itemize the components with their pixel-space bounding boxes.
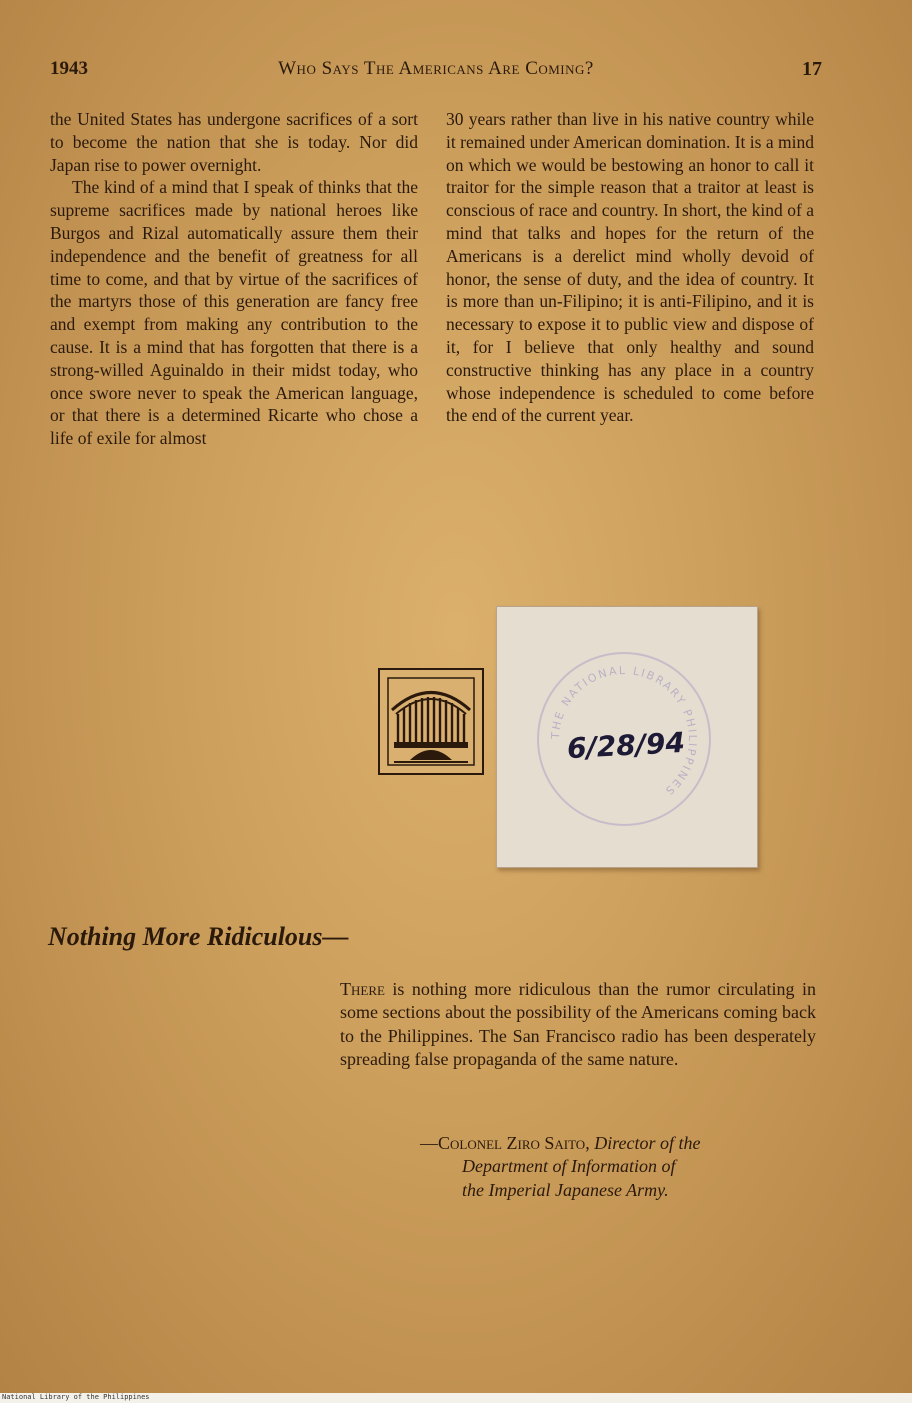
seal-text: THE NATIONAL LIBRARY PHILIPPINES xyxy=(548,663,700,799)
paragraph: 30 years rather than live in his native country while it remained under American domination. It is a mind on which we would be bestowing an honor to call it traitor for the simple reason that a traitor at least is conscious of race and country. In short, the kind of a mind that talks and hopes for the return of the Americans is a derelict mind wholly devoid of honor, the sense of duty, and the idea of country. It is more than un-Filipino; it is anti-Filipino, and it is necessary to expose it to public view and dispose of it, for I believe that only healthy and sound constructive thinking has any place in a country whose independence is scheduled to come before the end of the current year. xyxy=(446,109,814,426)
section-title: Nothing More Ridiculous— xyxy=(48,922,349,951)
attribution xyxy=(420,1132,820,1202)
quote-lead: There xyxy=(340,979,385,999)
paragraph: the United States has undergone sacrifices of a sort to become the nation that she is today. Nor did Japan rise to power overnight. xyxy=(50,109,418,175)
attribution-role: Department of Information of xyxy=(462,1156,676,1177)
footer-credit: National Library of the Philippines xyxy=(2,1393,150,1401)
attribution-name: —Colonel Ziro Saito, xyxy=(420,1133,590,1153)
footer-bar xyxy=(0,1393,912,1403)
left-column xyxy=(50,108,418,450)
stamp-date: 6/28/94 xyxy=(566,725,686,766)
gate-emblem-icon xyxy=(378,668,484,775)
paragraph: The kind of a mind that I speak of thinks that the supreme sacrifices made by national heroes like Burgos and Rizal automatically assure them their independence and the benefit of greatness for all time to come, and that by virtue of the sacrifices of the martyrs those of this generation are fancy free and exempt from making any contribution to the cause. It is a mind that has forgotten that there is a strong-willed Aguinaldo in their midst today, who once swore never to speak the American language, or that there is a determined Ricarte who chose a life of exile for almost xyxy=(50,177,418,449)
library-stamp-card xyxy=(496,606,758,868)
header-title: Who Says The Americans Are Coming? xyxy=(278,58,594,79)
attribution-role: Director of the xyxy=(594,1133,701,1153)
page-number: 17 xyxy=(802,58,822,80)
page-header xyxy=(50,58,822,84)
attribution-role: the Imperial Japanese Army. xyxy=(462,1179,669,1200)
header-year: 1943 xyxy=(50,58,88,79)
quote-block xyxy=(340,978,816,1072)
right-column xyxy=(446,108,814,427)
quote-text: is nothing more ridiculous than the rumor circulating in some sections about the possibility of the Americans coming back to the Philippines. The San Francisco radio has been desperately spreading false propaganda of the same nature. xyxy=(340,979,816,1070)
